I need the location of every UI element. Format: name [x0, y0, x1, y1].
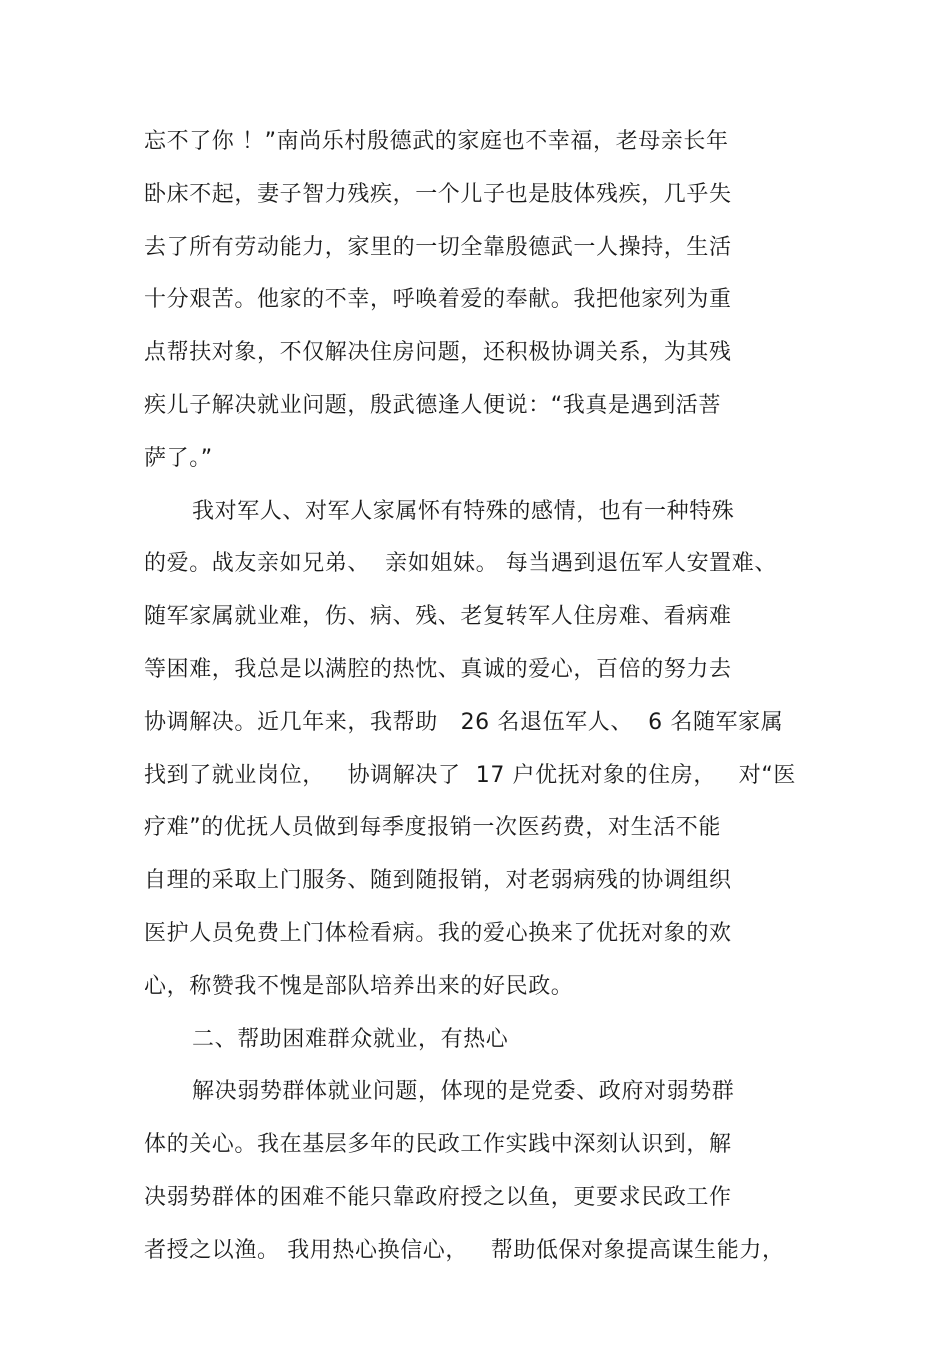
- text-line-9: 的爱。战友亲如兄弟、 亲如姐妹。 每当遇到退伍军人安置难、: [144, 551, 777, 577]
- text-line-10: 随军家属就业难，伤、病、残、老复转军人住房难、看病难: [144, 604, 732, 630]
- text-line-6: 疾儿子解决就业问题，殷武德逢人便说：“我真是遇到活菩: [144, 392, 721, 418]
- text-line-20: 体的关心。我在基层多年的民政工作实践中深刻认识到，解: [144, 1132, 732, 1158]
- text-line-17: 心，称赞我不愧是部队培养出来的好民政。: [144, 973, 574, 999]
- text-line-7: 萨了。”: [144, 445, 213, 471]
- text-line-2: 卧床不起，妻子智力残疾，一个儿子也是肢体残疾，几乎失: [144, 181, 732, 207]
- text-line-1: 忘不了你 ！”南尚乐村殷德武的家庭也不幸福，老母亲长年: [144, 129, 729, 154]
- text-line-11: 等困难，我总是以满腔的热忱、真诚的爱心，百倍的努力去: [144, 656, 732, 682]
- text-line-21: 决弱势群体的困难不能只靠政府授之以鱼，更要求民政工作: [144, 1184, 732, 1210]
- paragraph-start-employment: 解决弱势群体就业问题，体现的是党委、政府对弱势群: [192, 1079, 735, 1105]
- text-line-4: 十分艰苦。他家的不幸，呼唤着爱的奉献。我把他家列为重: [144, 287, 732, 313]
- text-line-16: 医护人员免费上门体检看病。我的爱心换来了优抚对象的欢: [144, 920, 732, 946]
- text-line-12: 协调解决。近几年来，我帮助 26 名退伍军人、 6 名随军家属: [144, 709, 784, 735]
- section-heading: 二、帮助困难群众就业，有热心: [192, 1026, 509, 1052]
- text-line-22: 者授之以渔。 我用热心换信心， 帮助低保对象提高谋生能力，: [144, 1237, 785, 1263]
- body-text: [144, 120, 824, 1282]
- text-line-3: 去了所有劳动能力，家里的一切全靠殷德武一人操持，生活: [144, 234, 732, 260]
- paragraph-start-military: 我对军人、对军人家属怀有特殊的感情，也有一种特殊: [192, 498, 735, 524]
- text-line-5: 点帮扶对象，不仅解决住房问题，还积极协调关系，为其残: [144, 340, 732, 366]
- text-line-13: 找到了就业岗位， 协调解决了 17 户优抚对象的住房， 对“医: [144, 762, 796, 788]
- text-line-15: 自理的采取上门服务、随到随报销，对老弱病残的协调组织: [144, 868, 732, 894]
- text-line-14: 疗难”的优抚人员做到每季度报销一次医药费，对生活不能: [144, 815, 721, 841]
